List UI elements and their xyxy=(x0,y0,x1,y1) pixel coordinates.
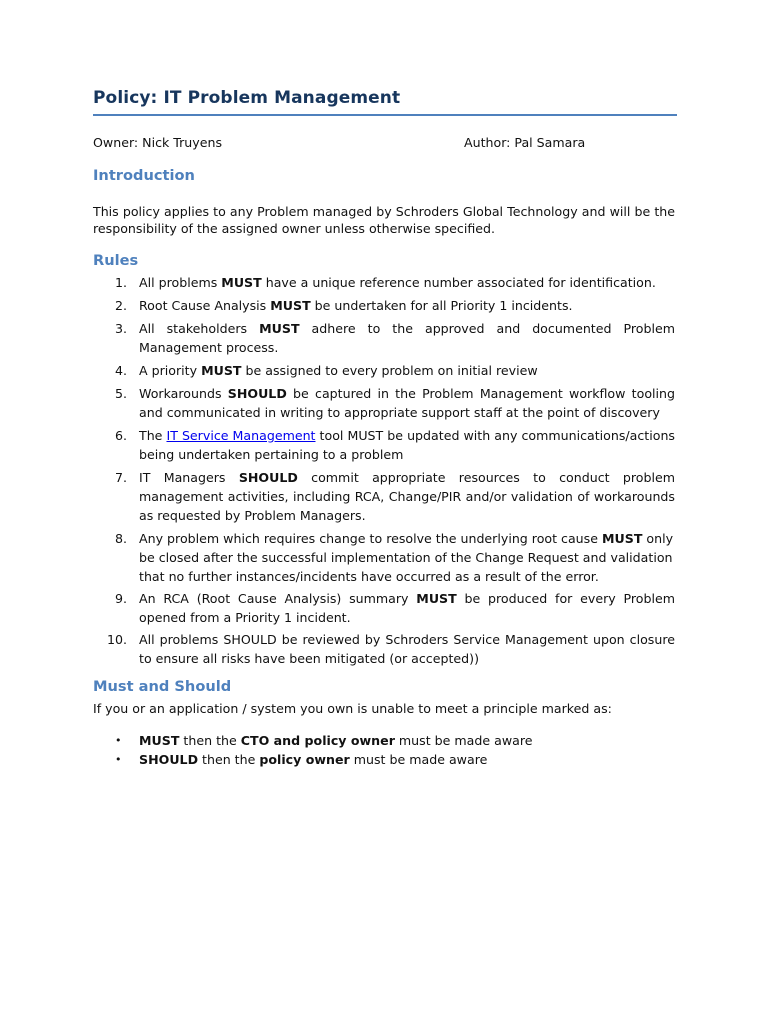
keyword-text: MUST xyxy=(221,275,262,290)
keyword-text: CTO and policy owner xyxy=(240,733,395,748)
text-run: An RCA (Root Cause Analysis) summary xyxy=(139,591,417,606)
text-run: Root Cause Analysis xyxy=(139,298,271,313)
rule-number: 1. xyxy=(114,275,127,290)
text-run: tool MUST be updated with any communications/actions being undertaken pertaining to a problem xyxy=(139,428,675,462)
text-run: commit appropriate resources to conduct problem management activities, including RCA, Change/PIR and/or validation of workarounds as requested by Problem Managers. xyxy=(139,470,675,523)
rule-item xyxy=(93,529,675,586)
bullet-text xyxy=(139,733,533,748)
text-run: A priority xyxy=(139,363,202,378)
bullet-dot-icon: • xyxy=(115,734,122,747)
author-label: Author: Pal Samara xyxy=(464,135,586,150)
introduction-text: This policy applies to any Problem managed by Schroders Global Technology and will be the responsibility of the assigned owner unless otherwise specified. xyxy=(93,204,675,236)
text-run: only be closed after the successful implementation of the Change Request and validation that no further instances/incidents have occurred as a result of the error. xyxy=(139,531,674,584)
bullet-item xyxy=(93,731,675,750)
text-run: then the xyxy=(179,733,241,748)
bullet-dot-icon: • xyxy=(115,753,122,766)
rule-text xyxy=(139,531,673,584)
rule-item xyxy=(93,468,675,525)
text-run: must be made aware xyxy=(394,733,533,748)
text-run: adhere to the approved and documented Problem Management process. xyxy=(139,321,675,355)
rule-item xyxy=(93,361,675,380)
text-run: then the xyxy=(198,752,260,767)
text-run: All stakeholders xyxy=(139,321,260,336)
must-and-should-text: If you or an application / system you own is unable to meet a principle marked as: xyxy=(93,701,612,716)
rule-number: 7. xyxy=(114,470,127,485)
rule-text xyxy=(139,298,573,313)
text-run: must be made aware xyxy=(349,752,488,767)
rule-item xyxy=(93,589,675,627)
keyword-text: MUST xyxy=(139,733,180,748)
it-service-management-link[interactable]: IT Service Management xyxy=(166,428,316,443)
keyword-text: MUST xyxy=(270,298,311,313)
rule-text xyxy=(139,275,656,290)
rule-item xyxy=(93,384,675,422)
rule-number: 5. xyxy=(114,386,127,401)
text-run: All problems xyxy=(139,275,222,290)
rule-number: 8. xyxy=(114,531,127,546)
bullet-item xyxy=(93,750,675,769)
bullet-text xyxy=(139,752,487,767)
text-run: be captured in the Problem Management workflow tooling and communicated in writing to appropriate support staff at the point of discovery xyxy=(139,386,675,420)
rule-item xyxy=(93,630,675,668)
rules-heading: Rules xyxy=(93,252,139,269)
rule-item xyxy=(93,296,675,315)
rule-number: 6. xyxy=(114,428,127,443)
rule-number: 9. xyxy=(114,591,127,606)
text-run: All problems SHOULD be reviewed by Schroders Service Management upon closure to ensure all risks have been mitigated (or accepted)) xyxy=(139,632,675,666)
rule-text xyxy=(139,386,675,420)
text-run: be produced for every Problem opened from a Priority 1 incident. xyxy=(139,591,675,625)
text-run: The xyxy=(139,428,167,443)
text-run: have a unique reference number associated for identification. xyxy=(261,275,656,290)
rule-number: 4. xyxy=(114,363,127,378)
rules-list xyxy=(93,273,675,668)
rule-item xyxy=(93,319,675,357)
keyword-text: MUST xyxy=(601,531,643,546)
keyword-text: SHOULD xyxy=(238,470,298,485)
page-title: Policy: IT Problem Management xyxy=(93,88,677,116)
rule-number: 3. xyxy=(114,321,127,336)
rule-item xyxy=(93,273,675,292)
keyword-text: MUST xyxy=(259,321,300,336)
must-and-should-heading: Must and Should xyxy=(93,678,232,695)
rule-number: 10. xyxy=(106,632,127,647)
rule-text xyxy=(139,321,675,355)
keyword-text: SHOULD xyxy=(139,752,199,767)
rule-number: 2. xyxy=(114,298,127,313)
introduction-heading: Introduction xyxy=(93,167,195,184)
text-run: be undertaken for all Priority 1 incidents. xyxy=(310,298,573,313)
text-run: Workarounds xyxy=(139,386,228,401)
rule-text xyxy=(139,591,675,625)
text-run: be assigned to every problem on initial review xyxy=(241,363,538,378)
text-run: IT Managers xyxy=(139,470,239,485)
keyword-text: MUST xyxy=(201,363,242,378)
rule-text xyxy=(139,632,675,666)
keyword-text: policy owner xyxy=(259,752,350,767)
keyword-text: SHOULD xyxy=(227,386,287,401)
owner-label: Owner: Nick Truyens xyxy=(93,135,223,150)
must-should-bullet-list xyxy=(93,731,675,769)
keyword-text: MUST xyxy=(416,591,457,606)
rule-text xyxy=(139,470,675,523)
rule-item xyxy=(93,426,675,464)
text-run: Any problem which requires change to resolve the underlying root cause xyxy=(139,531,602,546)
rule-text xyxy=(139,428,675,462)
rule-text xyxy=(139,363,538,378)
